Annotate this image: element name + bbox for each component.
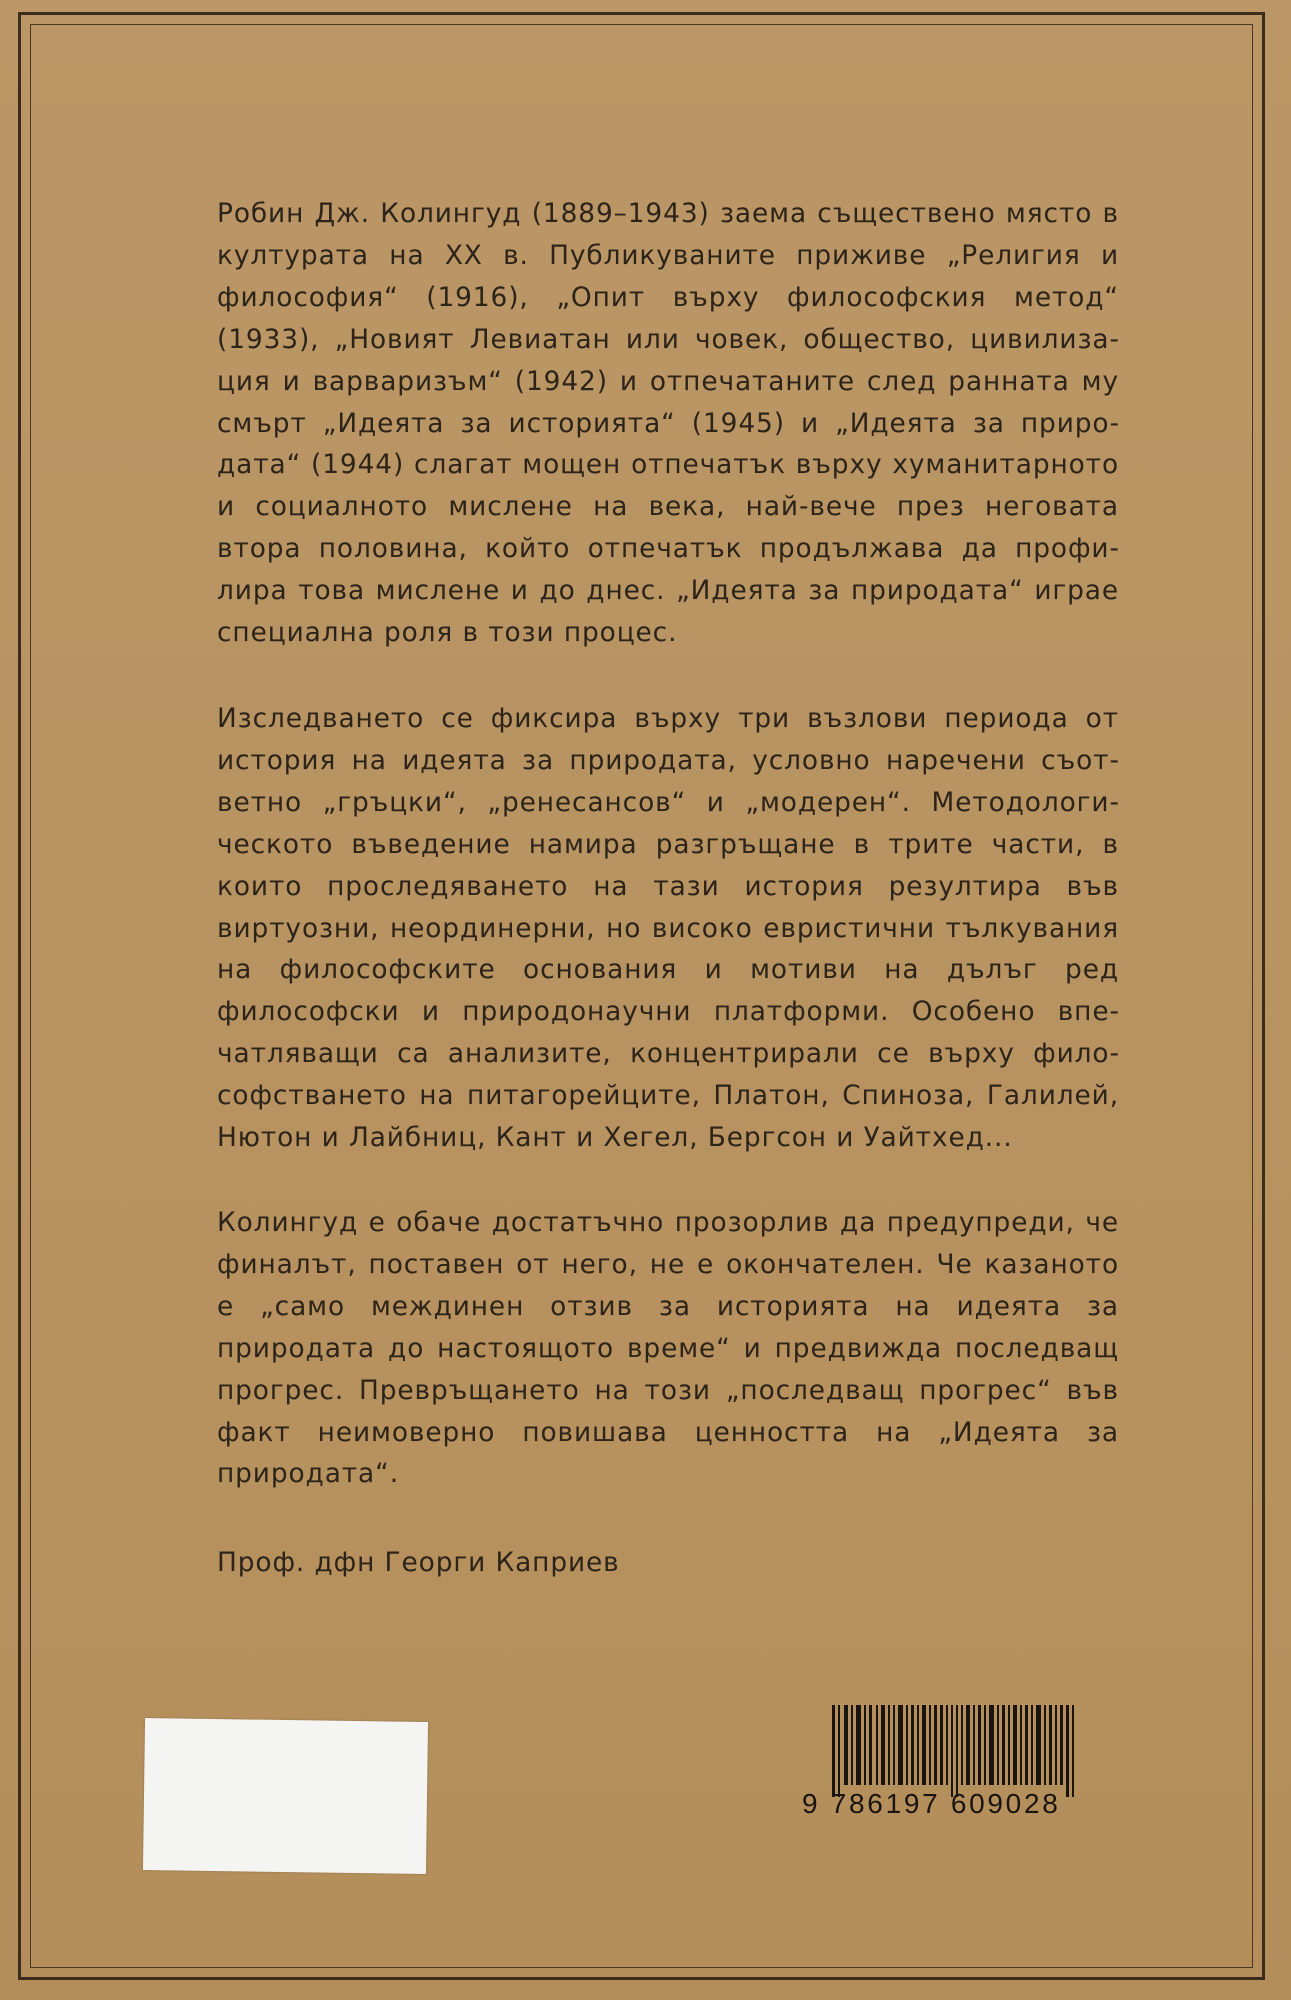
paragraph-text: Изследването се фиксира върху три възлови периода от история на идеята за природата, условно наречени съответно „гръцки“, „ренесансов“ и „модерен“. Методологическото въведение намира разгръщане в трите части, в които проследяването на тази история резултира във виртуозни, неординерни, но високо евристични тълкувания на философските основания и мотиви на дълъг ред философски и природонаучни платформи. Особено впечатляващи са анализите, концентрирали се върху философстването на питагорейците, Платон, Спиноза, Галилей, Нютон и Лайбниц, Кант и Хегел, Бергсон и Уайтхед...	[217, 703, 1119, 1154]
paragraph-text: Колингуд е обаче достатъчно прозорлив да предупреди, че финалът, поставен от него, не е окончателен. Че казаното е „само междинен отзив за историята на идеята за природата до настоящото време“ и предвижда последващ прогрес. Превръщането на този „последващ прогрес“ във факт неимоверно повишава ценността на „Идеята за природата“.	[217, 1207, 1119, 1490]
paragraph-intro	[217, 193, 1119, 654]
paragraph-text: Робин Дж. Колингуд (1889–1943) заема съществено място в културата на XX в. Публикуваните приживе „Религия и философия“ (1916), „Опит върху философския метод“ (1933), „Новият Левиатан или човек, общество, цивилизация и варваризъм“ (1942) и отпечатаните след ранната му смърт „Идеята за историята“ (1945) и „Идеята за природата“ (1944) слагат мощен отпечатък върху хуманитарното и социалното мислене на века, най-вече през неговата втора половина, който отпечатък продължава да профилира това мислене и до днес. „Идеята за природата“ играе специална роля в този процес.	[217, 198, 1119, 649]
barcode-icon	[800, 1705, 1100, 1865]
price-sticker	[143, 1718, 428, 1874]
paragraph-conclusion	[217, 1202, 1119, 1495]
paragraph-study	[217, 698, 1119, 1159]
review-author	[217, 1542, 1119, 1584]
isbn-number: 9 786197 609028	[802, 1788, 1061, 1819]
author-name: Проф. дфн Георги Каприев	[217, 1547, 620, 1578]
